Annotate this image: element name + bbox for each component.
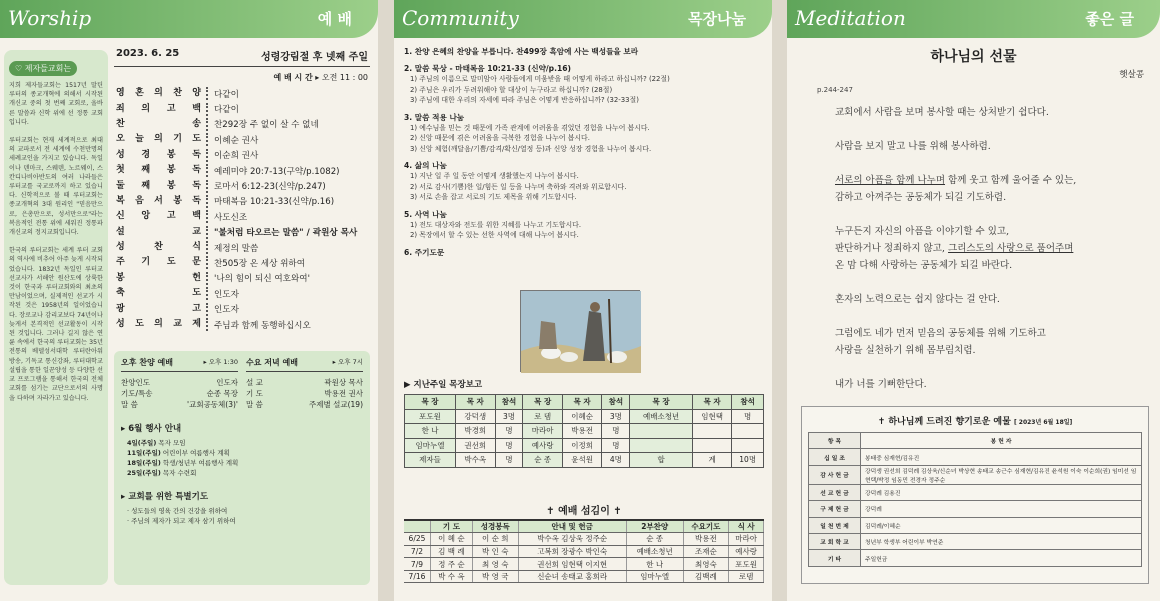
order-item-value: 사도신조 [214,212,248,223]
report-cell: 임마누엘 [405,438,456,453]
serve-cell: 7/16 [404,570,430,583]
serve-cell: 박수옥 김상욱 정주순 [518,533,626,546]
report-header-cell: 목 자 [456,395,495,410]
offer-category: 감 사 헌 금 [809,465,861,484]
guide-question: 1) 예수님을 믿는 것 때문에 가족 관계에 어려움을 겪었던 경험을 나누어 봅시다. [410,123,650,132]
offer-header-cell: 항 목 [809,433,861,449]
order-item-name: 축 도 [116,287,208,300]
service-role: 설 교 [246,378,263,387]
event-row [121,458,363,468]
report-cell: 명 [495,424,523,439]
service-role-row [121,377,238,388]
serve-cell: 고복희 장광수 박인숙 [518,545,626,558]
report-cell: 3명 [602,409,630,424]
order-item-value: 다같이 [214,89,239,100]
service-role-row [121,399,238,410]
offer-donors: 청년부 학생부 어린이부 박연준 [861,533,1142,549]
table-row [405,424,764,439]
cell-report-title: ▶ 지난주일 목장보고 [404,380,483,390]
guide-item [404,160,764,203]
order-item-name: 광 고 [116,303,208,316]
offer-category: 구 제 헌 금 [809,501,861,517]
order-row [116,132,370,147]
service-volunteers [404,502,764,583]
report-cell: 명 [602,424,630,439]
event-date: 18일(주일) [127,459,161,467]
service-role: 말 씀 [121,400,138,409]
guide-question: 3) 서로 손을 잡고 서로의 기도 제목을 위해 기도합시다. [410,193,577,201]
order-item-value: 인도자 [214,289,239,300]
table-row [809,465,1142,484]
report-cell: 강덕생 [456,409,495,424]
order-row [116,178,370,193]
order-item-name: 성 도 의 교 제 [116,318,208,331]
report-cell: 순 종 [523,453,562,468]
poem-text: 서로의 아픔을 함께 나누며 [835,175,946,186]
serve-cell: 7/9 [404,558,430,571]
serve-cell: 정 주 순 [430,558,472,571]
prayer-text: 성도들의 영육 간의 건강을 위하여 [131,507,228,515]
intro-paragraph: 지희 제자들교회는 1517년 말틴 루터의 종교개혁에 의해서 시작된 개신교 중의 첫 번째 교회로, 올바른 말씀과 신학 위에 선 정통 교회입니다. [9,82,103,126]
table-row [809,517,1142,533]
table-row [404,545,764,558]
offer-donors: 봉태중 심재현/김유진 [861,449,1142,465]
community-header-en: Community [402,6,519,30]
order-item-value: '나의 힘이 되신 여호와여' [214,274,310,285]
report-cell: 권선희 [456,438,495,453]
guide-heading: 2. 말씀 묵상 - 마태복음 10:21-33 (신약/p.16) [404,64,572,73]
table-row [809,550,1142,566]
event-row [121,448,363,458]
event-text: 어린이부 여름행사 계획 [162,449,230,457]
serve-cell: 마라아 [729,533,764,546]
serve-cell: 로뎀 [729,570,764,583]
poem-text: 내가 너를 기뻐한단다. [835,379,927,390]
report-cell: 윤석원 [562,453,601,468]
guide-question: 2) 신앙 때문에 겪은 어려움을 극복한 경험을 나누어 봅시다. [410,134,590,142]
report-cell: 이혜순 [562,409,601,424]
serve-header-cell: 수요기도 [683,520,729,533]
order-row [116,271,370,286]
report-cell: 임현택 [692,409,731,424]
order-item-name: 찬 송 [116,118,208,131]
report-cell: 계 [692,453,731,468]
church-intro-tag: ♡ 제자들교회는 [9,61,77,76]
poem-line [835,189,1145,206]
guide-heading: 4. 삶의 나눔 [404,161,447,170]
table-row [809,484,1142,500]
meditation-author: 햇살콩 [1119,70,1144,80]
serve-header-cell: 2부찬양 [626,520,683,533]
report-cell [732,424,764,439]
serve-cell: 최 영 숙 [472,558,518,571]
order-row [116,101,370,116]
poem-line [835,223,1145,240]
order-item-name: 영 혼 의 찬 양 [116,87,208,100]
service-role: 기도/특송 [121,389,153,398]
serve-cell: 한 나 [626,558,683,571]
order-item-value: 마태복음 10:21-33(신약/p.16) [214,197,335,208]
order-row [116,301,370,316]
order-item-name: 주 기 도 문 [116,256,208,269]
offer-category: 교 회 학 교 [809,533,861,549]
serve-cell: 임마누엘 [626,570,683,583]
table-row [809,501,1142,517]
service-person: '교회공동체(3)' [187,400,238,409]
event-row [121,468,363,478]
event-date: 25일(주일) [127,469,161,477]
order-row [116,240,370,255]
order-item-name: 성 경 봉 독 [116,149,208,162]
order-row [116,117,370,132]
community-header-ko: 목장나눔 [688,10,746,28]
order-row [116,317,370,332]
report-cell: 명 [495,438,523,453]
order-row [116,255,370,270]
offer-donors: 김덕례/이혜순 [861,517,1142,533]
service-person: 주제별 설교(19) [308,400,363,409]
event-date: 11일(주일) [127,449,161,457]
church-intro-box [4,50,108,585]
report-cell [692,438,731,453]
report-cell: 4명 [602,453,630,468]
report-cell: 명 [602,438,630,453]
table-row [809,533,1142,549]
order-item-value: 이순희 권사 [214,151,259,162]
order-row [116,194,370,209]
service-person: 인도자 [216,378,238,387]
report-header-cell: 참석 [732,395,764,410]
poem-text: 그럼에도 네가 먼저 믿음의 공동체를 위해 기도하고 [835,328,1046,339]
guide-heading: 6. 주기도문 [404,247,445,257]
table-row [404,533,764,546]
order-item-value: 다같이 [214,105,239,116]
community-page [394,0,772,601]
poem-text: 감하고 아껴주는 공동체가 되길 기도하렴. [835,192,1007,203]
serve-cell: 박용전 [683,533,729,546]
blank-line [835,308,1145,325]
serve-cell: 이 혜 순 [430,533,472,546]
table-row [405,409,764,424]
guide-heading: 1. 찬양 은혜의 찬양을 부릅니다. 찬499장 흑암에 사는 백성들을 보라 [404,47,639,56]
report-cell: 명 [495,453,523,468]
report-cell [692,424,731,439]
services-box [114,351,370,585]
special-prayer: ▸ 교회를 위한 특별기도 · 성도들의 영육 간의 건강을 위하여 · 주님의 제자가 되고 제자 삼기 위하여 [121,490,363,526]
guide-question: 2) 서로 감사(기쁨)한 일/힘든 일 등을 나누며 축하와 격려와 위로합시다. [410,182,627,191]
event-row [121,438,363,448]
order-row [116,163,370,178]
guide-item [404,209,764,241]
serve-cell: 신순녀 송태교 홍희라 [518,570,626,583]
offer-category: 선 교 헌 금 [809,484,861,500]
order-item-value: 이혜순 권사 [214,135,259,146]
worship-order-list [116,86,370,332]
service-volunteers-table [404,519,764,583]
serve-cell: 박 인 숙 [472,545,518,558]
report-header-cell: 참석 [495,395,523,410]
poem-text: 함께 웃고 함께 울어줄 수 있는, [945,175,1077,186]
report-cell: 예배소청년 [630,409,693,424]
event-text: 목자 모임 [158,439,186,447]
offering-table [808,432,1142,567]
report-cell: 마라아 [523,424,562,439]
order-row [116,286,370,301]
wednesday-service: 수요 저녁 예배 ▸ 오후 7시 설 교 곽원상 목사 기 도 박용전 권사 말 씀 주제별 설교(19) [246,358,363,409]
offer-donors: 강덕생 권선희 김덕례 김상욱/신순녀 박상현 송태교 송근수 심재현/김유진 윤석원 이숙 이순희(권) 임미선 임현택/박정 임동민 전경자 정주순 [861,465,1142,484]
guide-item [404,63,764,106]
poem-line [835,291,1145,308]
table-row [809,449,1142,465]
poem-text: 판단하거나 정죄하지 않고, [835,243,949,254]
offer-donors: 강덕례 김용진 [861,484,1142,500]
worship-time: 예 배 시 간 ▸ 오전 11 : 00 [273,73,368,82]
meditation-text [835,104,1145,393]
service-role-row [246,399,363,410]
service-volunteers-title: ✝ 예배 섬김이 ✝ [546,506,622,517]
order-row [116,209,370,224]
report-cell [630,438,693,453]
poem-text: 누구든지 자신의 아픔을 이야기할 수 있고, [835,226,1010,237]
serve-cell: 예사랑 [729,545,764,558]
serve-cell: 권선희 임현택 이지현 [518,558,626,571]
service-role: 기 도 [246,389,263,398]
poem-line [835,376,1145,393]
report-header-cell: 목 자 [562,395,601,410]
order-item-value: 찬505장 온 세상 위하여 [214,258,306,269]
report-cell: 합 [630,453,693,468]
event-date: 4일(주일) [127,439,157,447]
order-item-value: 제정의 말씀 [214,243,259,254]
report-cell: 예사랑 [523,438,562,453]
report-cell: 제자들 [405,453,456,468]
poem-line [835,342,1145,359]
serve-header-cell: 성경봉독 [472,520,518,533]
serve-cell: 박 수 옥 [430,570,472,583]
prayer-row: · 성도들의 영육 간의 건강을 위하여 [127,507,228,515]
table-row [404,570,764,583]
guide-item [404,112,764,155]
report-cell: 박용전 [562,424,601,439]
report-cell: 3명 [495,409,523,424]
blank-line [835,121,1145,138]
order-item-value: 로마서 6:12-23(신약/p.247) [214,182,326,193]
offering-box [801,406,1149,584]
guide-item [404,46,764,57]
poem-line [835,172,1145,189]
blank-line [835,359,1145,376]
order-item-name: 오 늘 의 기 도 [116,133,208,146]
serve-cell: 박 영 국 [472,570,518,583]
june-events: ▸ 6월 행사 안내 4일(주일) 목자 모임 11일(주일) 어린이부 여름행사 계획 18일(주일) 학생/청년부 여름행사 계획 25일(주일) 목자 수련회 [121,422,363,478]
serve-cell: 순 종 [626,533,683,546]
serve-header-cell: 안내 및 헌금 [518,520,626,533]
report-cell: 한 나 [405,424,456,439]
serve-cell: 예배소청년 [626,545,683,558]
event-text: 목자 수련회 [162,469,197,477]
order-item-value: 찬292장 주 없이 살 수 없네 [214,120,319,131]
worship-header [0,0,378,38]
offer-category: 일 천 번 제 [809,517,861,533]
order-item-value: 주님과 함께 동행하십시오 [214,320,311,331]
poem-text: 혼자의 노력으로는 쉽지 않다는 걸 안다. [835,294,1000,305]
order-row [116,148,370,163]
report-cell: 박수옥 [456,453,495,468]
cell-guide [404,46,764,264]
meditation-header [787,0,1160,38]
guide-question: 2) 주님은 우리가 두려워해야 할 대상이 누구라고 하십니까? (28절) [410,85,613,94]
worship-date: 2023. 6. 25 [116,48,180,59]
serve-cell: 7/2 [404,545,430,558]
offer-donors: 강덕례 [861,501,1142,517]
poem-line [835,104,1145,121]
poem-text: 사랑을 실천하기 위해 몸부림치렴. [835,345,976,356]
report-header-cell: 목 장 [630,395,693,410]
poem-line [835,257,1145,274]
order-item-name: 둘 째 봉 독 [116,180,208,193]
service-person: 곽원상 목사 [324,378,363,387]
serve-cell: 최영숙 [683,558,729,571]
serve-cell: 포도원 [729,558,764,571]
poem-line [835,138,1145,155]
meditation-header-en: Meditation [795,6,906,30]
serve-cell: 김 백 례 [430,545,472,558]
poem-line [835,240,1145,257]
report-header-cell: 목 장 [405,395,456,410]
cell-report [404,378,764,468]
service-role-row [121,388,238,399]
order-row [116,225,370,240]
serve-header-cell: 기 도 [430,520,472,533]
blank-line [835,274,1145,291]
date-bar [114,46,370,67]
meditation-title: 하나님의 선물 [930,49,1017,65]
community-header [394,0,772,38]
report-cell: 10명 [732,453,764,468]
offer-header-row [809,433,1142,449]
report-header-row [405,395,764,410]
worship-header-ko: 예 배 [317,10,352,28]
poem-text: 온 맘 다해 사랑하는 공동체가 되길 바란다. [835,260,1013,271]
service-role: 말 씀 [246,400,263,409]
event-text: 학생/청년부 여름행사 계획 [162,459,239,467]
offer-category: 기 타 [809,550,861,566]
serve-cell: 6/25 [404,533,430,546]
serve-header-row [404,520,764,533]
order-row [116,86,370,101]
poem-text: 교회에서 사람을 보며 봉사할 때는 상처받기 쉽다다. [835,107,1049,118]
order-item-name: 죄 의 고 백 [116,103,208,116]
table-row [405,438,764,453]
guide-item [404,247,764,258]
poem-line [835,325,1145,342]
worship-page [0,0,378,601]
report-cell: 포도원 [405,409,456,424]
offer-category: 십 일 조 [809,449,861,465]
table-row [405,453,764,468]
order-item-name: 설 교 [116,226,208,239]
guide-question: 3) 신앙 체험(깨달음/기쁨/감격/확신/열정 등)과 신앙 성장 경험을 나누어 봅시다. [410,144,652,153]
prayer-row: · 주님의 제자가 되고 제자 삼기 위하여 [127,517,236,525]
intro-paragraph: 한국의 루터교회는 세계 루터 교회의 역사에 비추어 아주 늦게 시작되었습니다. 1832년 독일인 루터교 선교사가 서해안 원산도에 상륙한 것이 한국과 루터교회와의 최초의 만남이었으며, 실제적인 선교가 시작된 것은 1958년의 일이었습니다. 장로교나 감리교보다 74년이나 늦게서 본격적인 선교활동이 시작된 것입니다. 그러나 길지 않은 연륜 속에서 한국의 루터교회는 35년 전통의 베델성서대학 루터란아워 방송, 기독교 통신강좌, 루터대학교 설립을 통한 일꾼양성 등 다양한 선교 프로그램을 통해서 한국의 전체 교회를 섬기는 교단으로서의 사명을 다하며 자라가고 있습니다. [9,247,103,402]
meditation-header-ko: 좋은 글 [1085,10,1134,28]
report-cell: 로 뎀 [523,409,562,424]
blank-line [835,206,1145,223]
cell-report-table [404,394,764,468]
offer-donors: 주일헌금 [861,550,1142,566]
afternoon-praise-service: 오후 찬양 예배 ▸ 오후 1:30 찬양인도 인도자 기도/특송 순종 목장 말 씀 '교회공동체(3)' [121,358,238,409]
service-person: 순종 목장 [206,389,238,398]
guide-question: 2) 목장에서 할 수 있는 선한 사역에 대해 나누어 봅시다. [410,231,579,239]
blank-line [835,155,1145,172]
guide-question: 3) 주님에 대한 우리의 자세에 따라 주님은 어떻게 반응하십니까? (32-33절) [410,96,639,104]
guide-heading: 3. 말씀 적용 나눔 [404,112,465,122]
report-cell: 명 [732,409,764,424]
report-cell: 이정희 [562,438,601,453]
illustration-shepherd [520,290,640,372]
report-header-cell: 목 장 [523,395,562,410]
report-cell [732,438,764,453]
meditation-page [787,0,1160,601]
serve-cell: 김백례 [683,570,729,583]
offering-title: ✝ 하나님께 드려진 향기로운 예물 [ 2023년 6월 18일] [877,417,1073,427]
serve-header-cell: 식 사 [729,520,764,533]
poem-text: 사람을 보지 말고 나를 위해 봉사하렴. [835,141,991,152]
service-role-row [246,377,363,388]
order-item-value: "불처럼 타오르는 말씀" / 곽원상 목사 [214,228,358,239]
report-header-cell: 참석 [602,395,630,410]
serve-cell: 조재순 [683,545,729,558]
service-role-row [246,388,363,399]
order-item-name: 첫 째 봉 독 [116,164,208,177]
report-header-cell: 목 자 [692,395,731,410]
service-person: 박용전 권사 [324,389,363,398]
offer-header-cell: 봉 헌 자 [861,433,1142,449]
report-cell [630,424,693,439]
service-role: 찬양인도 [121,378,150,387]
order-item-value: 인도자 [214,305,239,316]
worship-order-section [114,46,370,332]
order-item-name: 봉 헌 [116,272,208,285]
guide-question: 1) 전도 대상자와 전도를 위한 지혜를 나누고 기도합시다. [410,220,582,229]
order-item-value: 예레미야 20:7-13(구약/p.1082) [214,166,340,177]
worship-header-en: Worship [8,6,92,30]
order-item-name: 신 앙 고 백 [116,210,208,223]
liturgical-sunday: 성령강림절 후 넷째 주일 [260,52,368,63]
order-item-name: 복 음 서 봉 독 [116,195,208,208]
report-cell: 박경희 [456,424,495,439]
guide-heading: 5. 사역 나눔 [404,209,447,219]
intro-paragraph: 루터교회는 현재 세계적으로 최대의 교파로서 전 세계에 수천만명의 세례교인을 가지고 있습니다. 독일이나 덴마크, 스웨덴, 노르웨이, 스칸디나비아반도의 여러 나라들은 루터교를 국교로까지 하고 있습니다. 신학적으로 볼 때 루터교회는 종교개혁의 3대 원리인 "믿음만으로, 은총만으로, 성서만으로"라는 복음적인 전통 위에 세워진 정통파 개신교의 정지교회입니다. [9,137,103,237]
serve-cell: 이 순 희 [472,533,518,546]
poem-text: 그리스도의 사랑으로 품어주며 [948,243,1074,254]
guide-question: 1) 주님의 이름으로 말미암아 사람들에게 미움받을 때 어떻게 하라고 하십니까? (22절) [410,75,670,83]
guide-question: 1) 지난 일 주 일 동안 어떻게 생활했는지 나누어 봅시다. [410,172,579,180]
order-item-name: 성 찬 식 [116,241,208,254]
prayer-text: 주님의 제자가 되고 제자 삼기 위하여 [131,517,236,525]
meditation-page-ref: p.244-247 [817,86,853,94]
table-row [404,558,764,571]
serve-header-cell [404,520,430,533]
